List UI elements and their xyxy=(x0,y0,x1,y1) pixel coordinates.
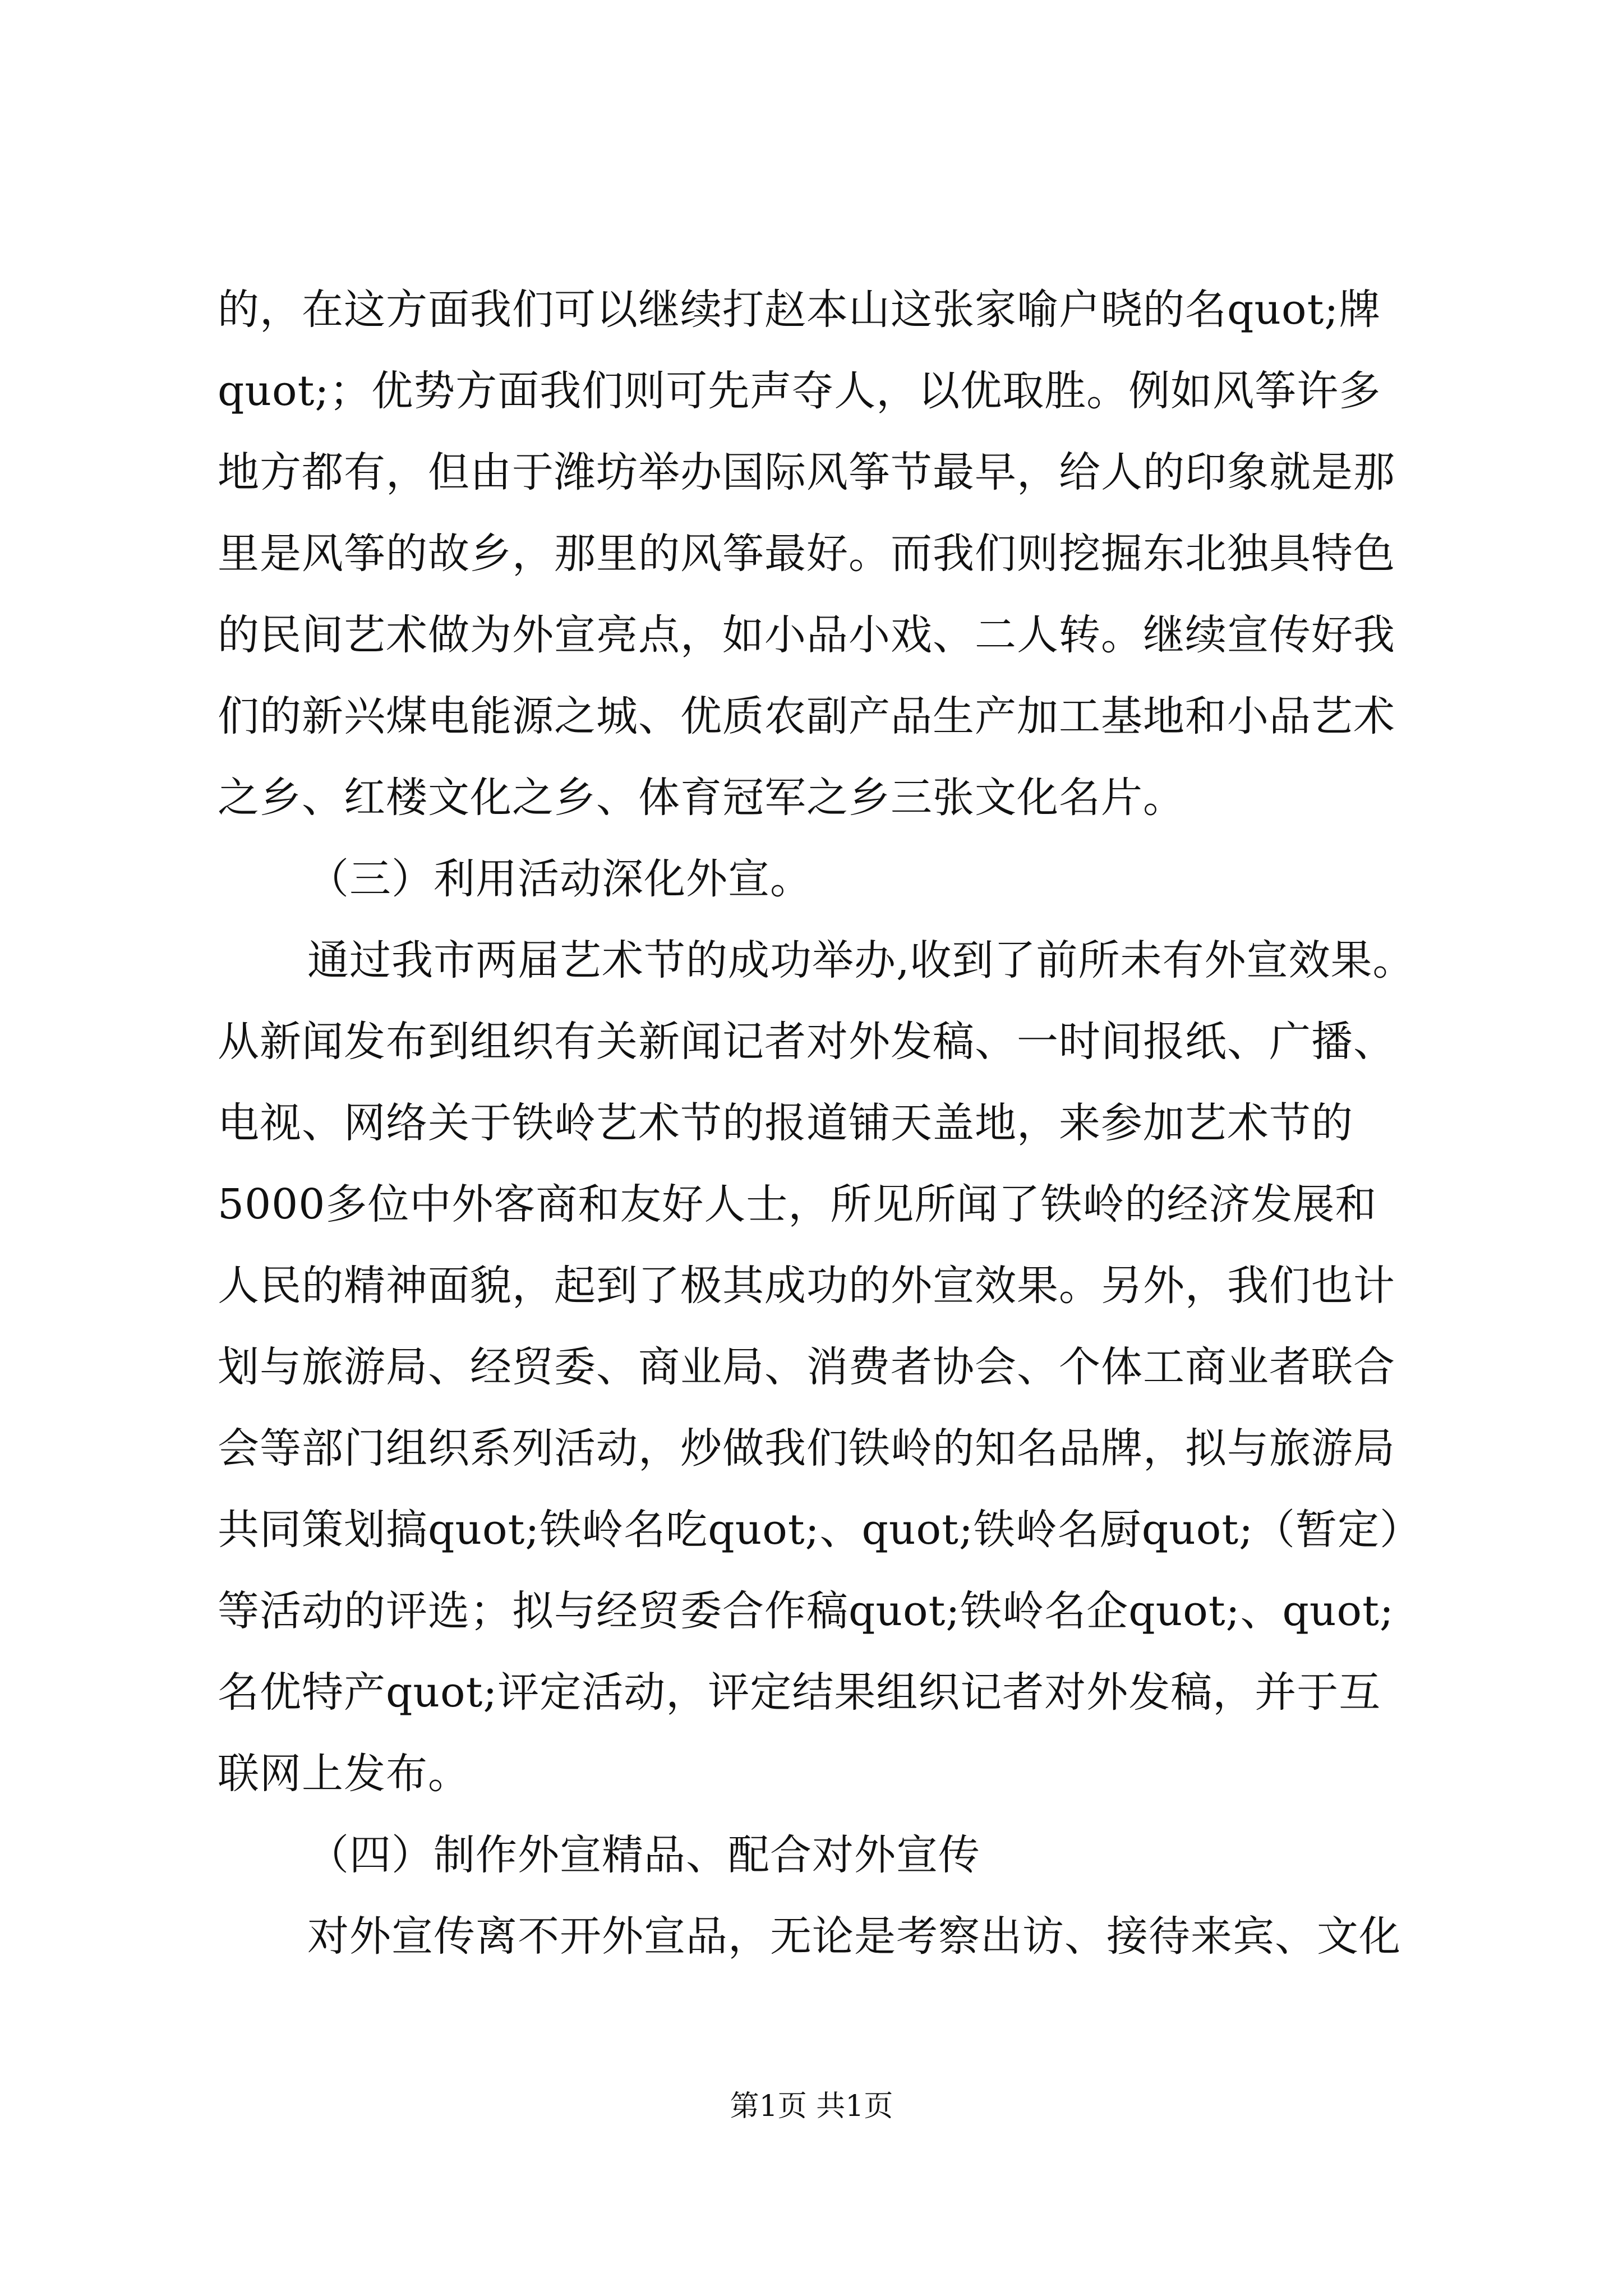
paragraph-line: 之乡、红楼文化之乡、体育冠军之乡三张文化名片。 xyxy=(218,774,1185,822)
paragraph-line: 的，在这方面我们可以继续打赵本山这张家喻户晓的名quot;牌 xyxy=(218,286,1381,334)
paragraph-line: 对外宣传离不开外宣品，无论是考察出访、接待来宾、文化 xyxy=(307,1912,1401,1961)
paragraph-line: 会等部门组织系列活动，炒做我们铁岭的知名品牌，拟与旅游局 xyxy=(218,1424,1395,1473)
section-heading: （四）制作外宣精品、配合对外宣传 xyxy=(307,1831,980,1879)
paragraph-line: quot;；优势方面我们则可先声夺人，以优取胜。例如风筝许多 xyxy=(218,367,1381,415)
paragraph-line: 的民间艺术做为外宣亮点，如小品小戏、二人转。继续宣传好我 xyxy=(218,611,1395,659)
page-footer: 第1页 共1页 xyxy=(730,2090,893,2123)
paragraph-line: 们的新兴煤电能源之城、优质农副产品生产加工基地和小品艺术 xyxy=(218,692,1395,740)
paragraph-line: 5000多位中外客商和友好人士，所见所闻了铁岭的经济发展和 xyxy=(218,1180,1377,1228)
paragraph-line: 人民的精神面貌，起到了极其成功的外宣效果。另外，我们也计 xyxy=(218,1262,1395,1310)
paragraph-line: 地方都有，但由于潍坊举办国际风筝节最早，给人的印象就是那 xyxy=(218,448,1395,496)
body-text xyxy=(218,269,1422,1977)
paragraph-line: 共同策划搞quot;铁岭名吃quot;、quot;铁岭名厨quot;（暂定） xyxy=(218,1506,1422,1554)
paragraph-line: 通过我市两届艺术节的成功举办,收到了前所未有外宣效果。 xyxy=(307,936,1415,984)
paragraph-line: 联网上发布。 xyxy=(218,1750,470,1798)
paragraph-line: 等活动的评选；拟与经贸委合作稿quot;铁岭名企quot;、quot; xyxy=(218,1587,1394,1635)
section-heading: （三）利用活动深化外宣。 xyxy=(307,855,812,903)
paragraph-line: 里是风筝的故乡，那里的风筝最好。而我们则挖掘东北独具特色 xyxy=(218,530,1395,578)
paragraph-line: 从新闻发布到组织有关新闻记者对外发稿、一时间报纸、广播、 xyxy=(218,1018,1395,1066)
paragraph-line: 划与旅游局、经贸委、商业局、消费者协会、个体工商业者联合 xyxy=(218,1343,1395,1391)
paragraph-line: 名优特产quot;评定活动，评定结果组织记者对外发稿，并于互 xyxy=(218,1668,1381,1717)
paragraph-line: 电视、网络关于铁岭艺术节的报道铺天盖地，来参加艺术节的 xyxy=(218,1099,1353,1147)
